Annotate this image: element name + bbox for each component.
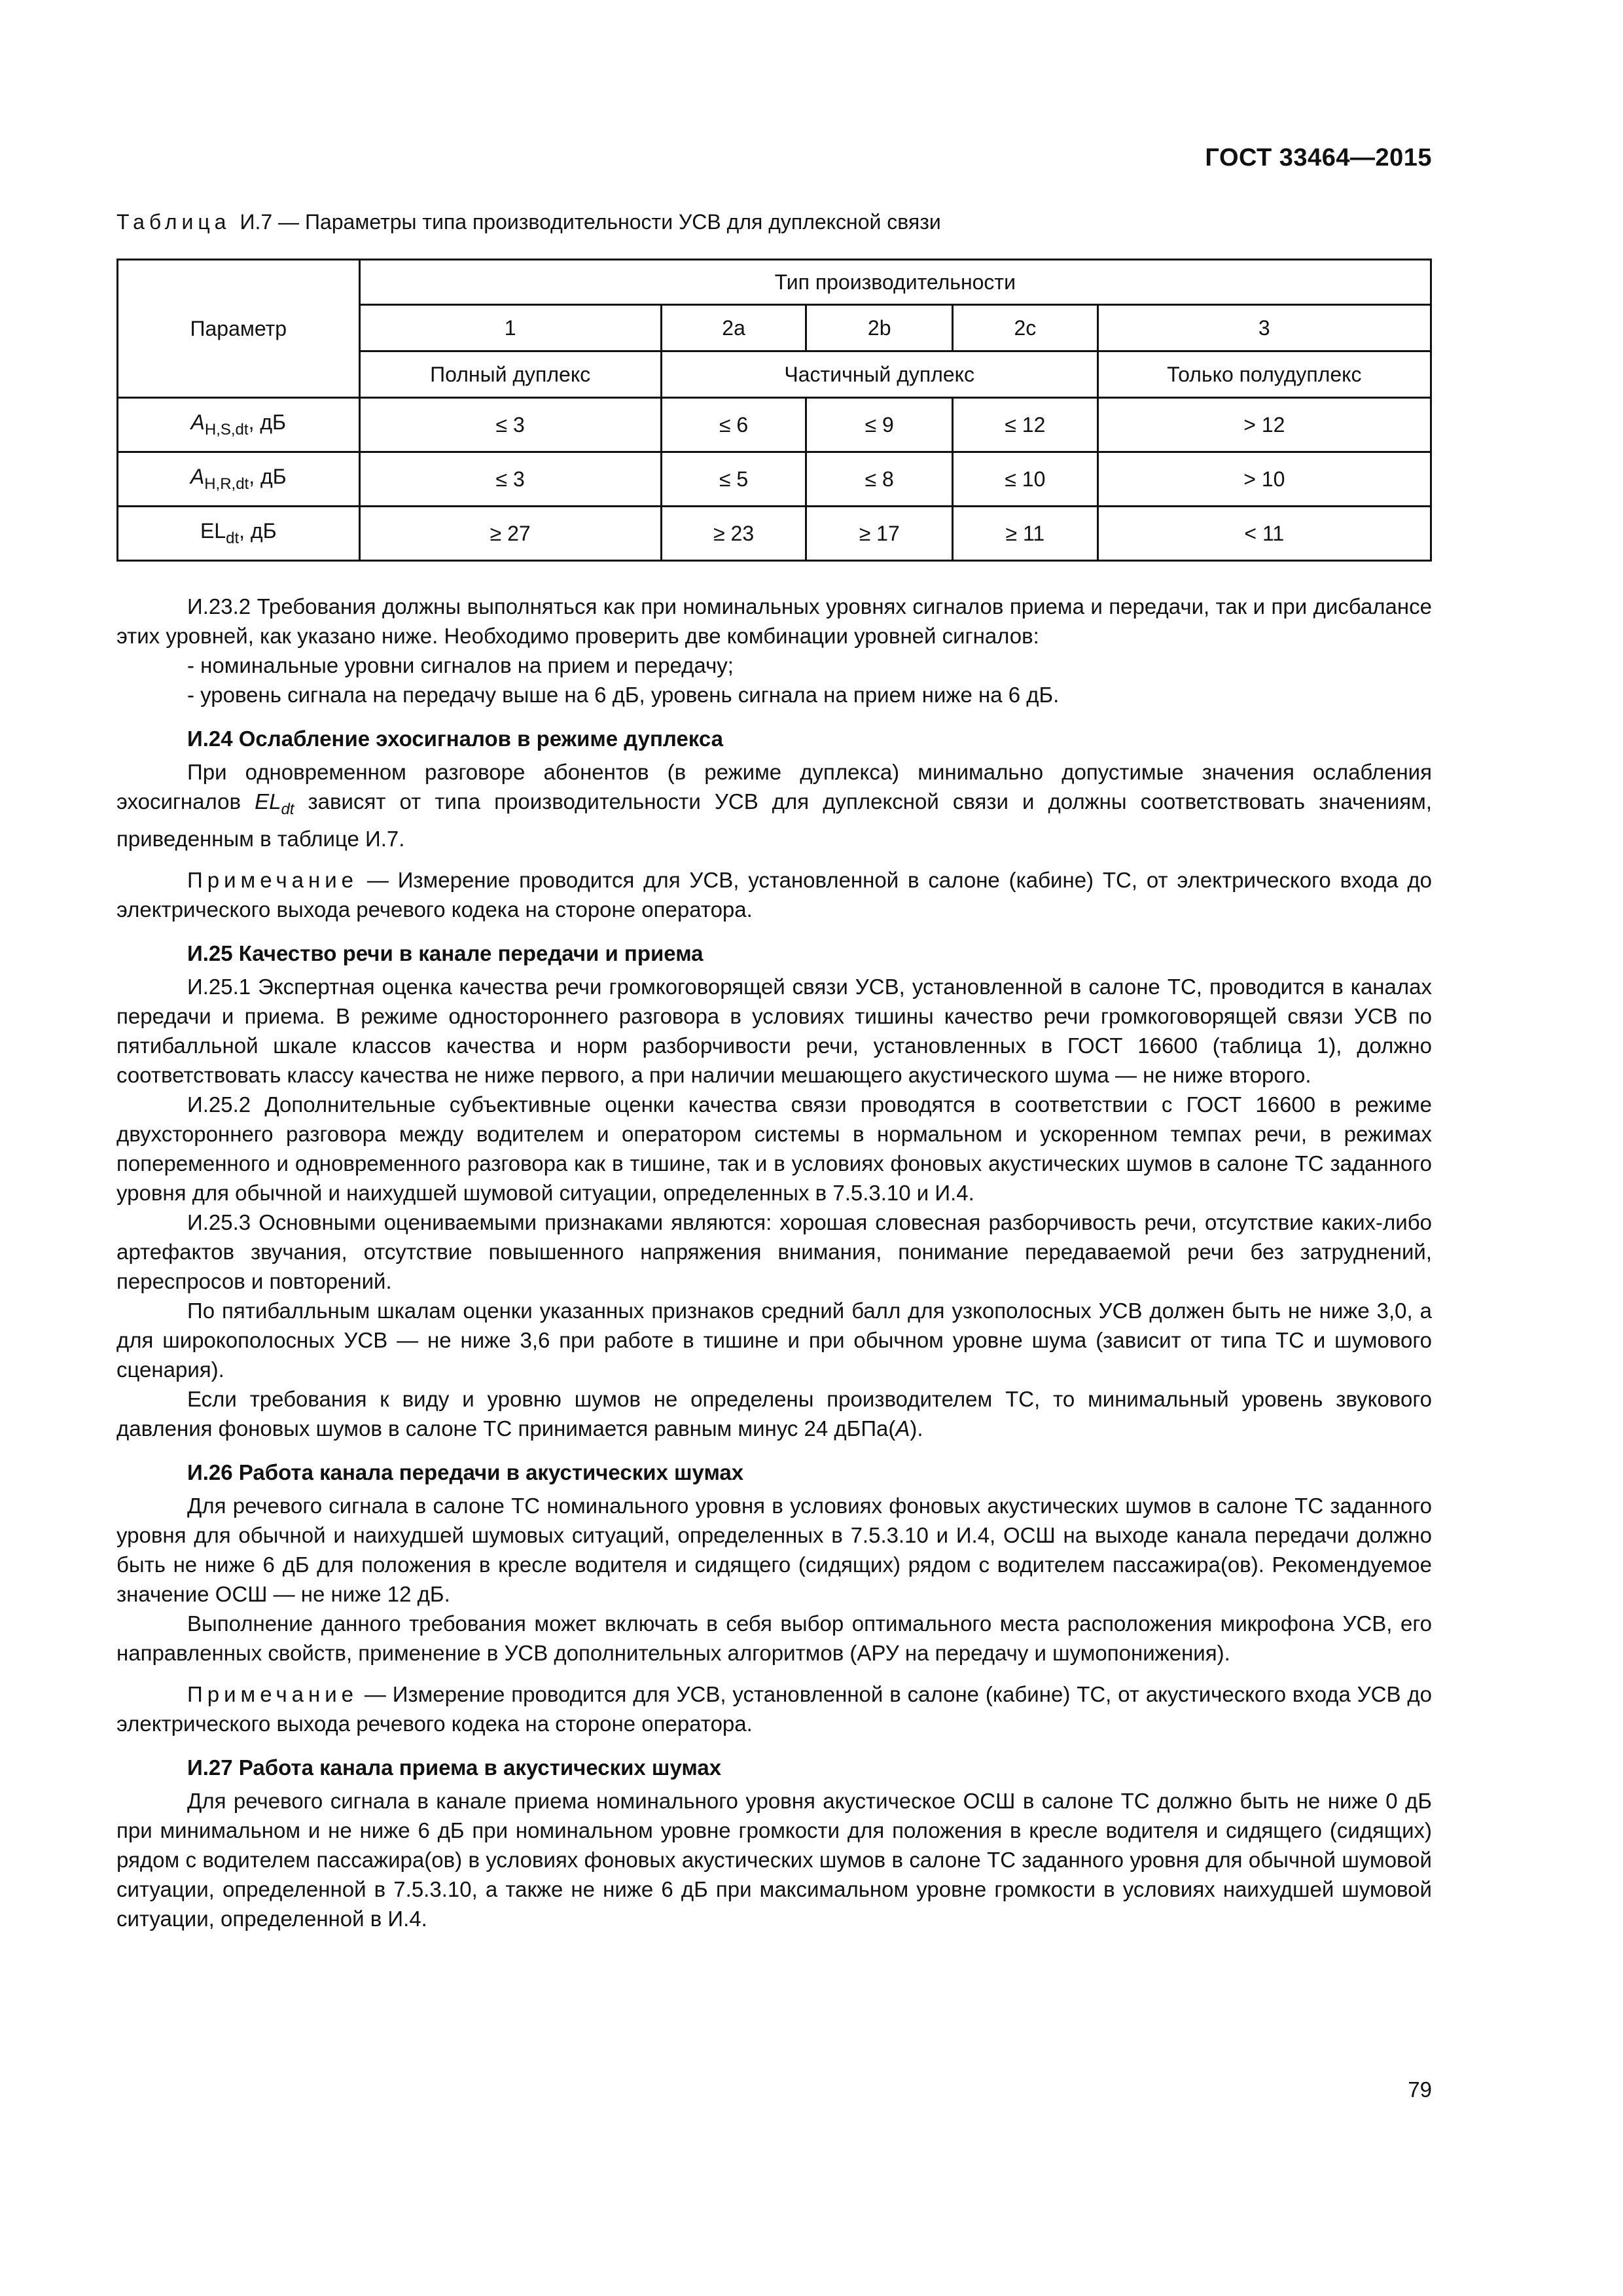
value-cell: < 11: [1097, 507, 1431, 561]
page-number: 79: [1408, 2077, 1432, 2102]
value-cell: ≤ 8: [806, 452, 953, 507]
value-cell: ≥ 17: [806, 507, 953, 561]
i25-heading: И.25 Качество речи в канале передачи и приема: [187, 941, 704, 965]
value-cell: ≥ 11: [953, 507, 1098, 561]
table-caption: [116, 209, 1432, 235]
i26-heading: И.26 Работа канала передачи в акустических шумах: [187, 1460, 744, 1484]
value-cell: > 10: [1097, 452, 1431, 507]
type-header: Тип производительности: [359, 260, 1431, 305]
type-col: 2b: [806, 305, 953, 351]
table-row: [118, 507, 1431, 561]
i25-2-paragraph: И.25.2 Дополнительные субъективные оценки качества связи проводятся в соответствии с ГОСТ 16600 в режиме двухстороннего разговора между водителем и оператором системы в нормальном и ускоренном темпах речи, в режимах попеременного и одновременного разговора как в тишине, так и в условиях фоновых акустических шумов в салоне ТС заданного уровня для обычной и наихудшей шумовой ситуации, определенных в 7.5.3.10 и И.4.: [116, 1092, 1432, 1205]
mode-full-duplex: Полный дуплекс: [359, 351, 661, 398]
document-page: [116, 144, 1432, 1933]
i26-paragraph-2: Выполнение данного требования может включать в себя выбор оптимального места расположения микрофона УСВ, его направленных свойств, применение в УСВ дополнительных алгоритмов (АРУ на передачу и шумопонижения).: [116, 1611, 1432, 1665]
i25-noise-paragraph: Если требования к виду и уровню шумов не определены производителем ТС, то минимальный уровень звукового давления фоновых шумов в салоне ТС принимается равным минус 24 дБПа(A).: [116, 1387, 1432, 1441]
value-cell: > 12: [1097, 398, 1431, 452]
type-col: 3: [1097, 305, 1431, 351]
type-col: 2a: [661, 305, 806, 351]
value-cell: ≤ 5: [661, 452, 806, 507]
mode-half-duplex: Только полудуплекс: [1097, 351, 1431, 398]
param-cell: $A_{H,R,dt}$, дБ: [118, 452, 360, 507]
i26-note: Примечание — Измерение проводится для УСВ, установленной в салоне (кабине) ТС, от акустического входа УСВ до электрического выхода речевого кодека на стороне оператора.: [116, 1682, 1432, 1736]
value-cell: ≤ 3: [359, 452, 661, 507]
param-cell: $EL_{dt}$, дБ: [118, 507, 360, 561]
value-cell: ≤ 3: [359, 398, 661, 452]
value-cell: ≥ 23: [661, 507, 806, 561]
list-item: - уровень сигнала на передачу выше на 6 дБ, уровень сигнала на прием ниже на 6 дБ.: [187, 683, 1060, 707]
i24-note: Примечание — Измерение проводится для УСВ, установленной в салоне (кабине) ТС, от электрического входа до электрического выхода речевого кодека на стороне оператора.: [116, 868, 1432, 922]
i23-2-paragraph: И.23.2 Требования должны выполняться как при номинальных уровнях сигналов приема и передачи, так и при дисбалансе этих уровней, как указано ниже. Необходимо проверить две комбинации уровней сигналов:: [116, 594, 1432, 648]
i25-1-paragraph: И.25.1 Экспертная оценка качества речи громкоговорящей связи УСВ, установленной в салоне ТС, проводится в каналах передачи и приема. В режиме одностороннего разговора в условиях тишины качество речи громкоговорящей связи УСВ по пятибалльной шкале классов качества и норм разборчивости речи, установленных в ГОСТ 16600 (таблица 1), должно соответствовать классу качества не ниже первого, а при наличии мешающего акустического шума — не ниже второго.: [116, 975, 1432, 1087]
performance-type-table: [116, 259, 1432, 562]
type-col: 1: [359, 305, 661, 351]
mode-partial-duplex: Частичный дуплекс: [661, 351, 1097, 398]
type-col: 2c: [953, 305, 1098, 351]
i25-score-paragraph: По пятибалльным шкалам оценки указанных признаков средний балл для узкополосных УСВ должен быть не ниже 3,0, а для широкополосных УСВ — не ниже 3,6 при работе в тишине и при обычном уровне шума (зависит от типа ТС и шумового сценария).: [116, 1299, 1432, 1382]
i27-paragraph: Для речевого сигнала в канале приема номинального уровня акустическое ОСШ в салоне ТС должно быть не ниже 0 дБ при минимальном и не ниже 6 дБ при номинальном уровне громкости для положения в кресле водителя и сидящего (сидящих) рядом с водителем пассажира(ов) в условиях фоновых акустических шумов в салоне ТС заданного уровня для обычной шумовой ситуации, определенной в 7.5.3.10, а также не ниже 6 дБ при максимальном уровне громкости в условиях наихудшей шумовой ситуации, определенной в И.4.: [116, 1789, 1432, 1931]
value-cell: ≤ 6: [661, 398, 806, 452]
i27-heading: И.27 Работа канала приема в акустических шумах: [187, 1755, 722, 1780]
i25-3-paragraph: И.25.3 Основными оцениваемыми признаками являются: хорошая словесная разборчивость речи, отсутствие каких-либо артефактов звучания, отсутствие повышенного напряжения внимания, понимание передаваемой речи без затруднений, переспросов и повторений.: [116, 1210, 1432, 1293]
i24-paragraph: При одновременном разговоре абонентов (в режиме дуплекса) минимально допустимые значения ослабления эхосигналов $EL_{dt}$ зависят от типа производительности УСВ для дуплексной связи и должны соответствовать значениям, приведенным в таблице И.7.: [116, 760, 1432, 851]
value-cell: ≥ 27: [359, 507, 661, 561]
value-cell: ≤ 12: [953, 398, 1098, 452]
value-cell: ≤ 9: [806, 398, 953, 452]
standard-header: ГОСТ 33464—2015: [1205, 144, 1432, 171]
list-item: - номинальные уровни сигналов на прием и передачу;: [187, 653, 734, 677]
table-row: [118, 452, 1431, 507]
table-caption-prefix: Таблица: [116, 210, 231, 234]
table-row: [118, 398, 1431, 452]
i24-heading: И.24 Ослабление эхосигналов в режиме дуплекса: [187, 726, 723, 751]
value-cell: ≤ 10: [953, 452, 1098, 507]
param-header: Параметр: [118, 260, 360, 398]
param-cell: $A_{H,S,dt}$, дБ: [118, 398, 360, 452]
i26-paragraph-1: Для речевого сигнала в салоне ТС номинального уровня в условиях фоновых акустических шумов в салоне ТС заданного уровня для обычной и наихудшей шумовых ситуаций, определенных в 7.5.3.10 и И.4, ОСШ на выходе канала передачи должно быть не ниже 6 дБ для положения в кресле водителя и сидящего (сидящих) рядом с водителем пассажира(ов). Рекомендуемое значение ОСШ — не ниже 12 дБ.: [116, 1494, 1432, 1606]
table-caption-text: И.7 — Параметры типа производительности УСВ для дуплексной связи: [240, 210, 941, 234]
